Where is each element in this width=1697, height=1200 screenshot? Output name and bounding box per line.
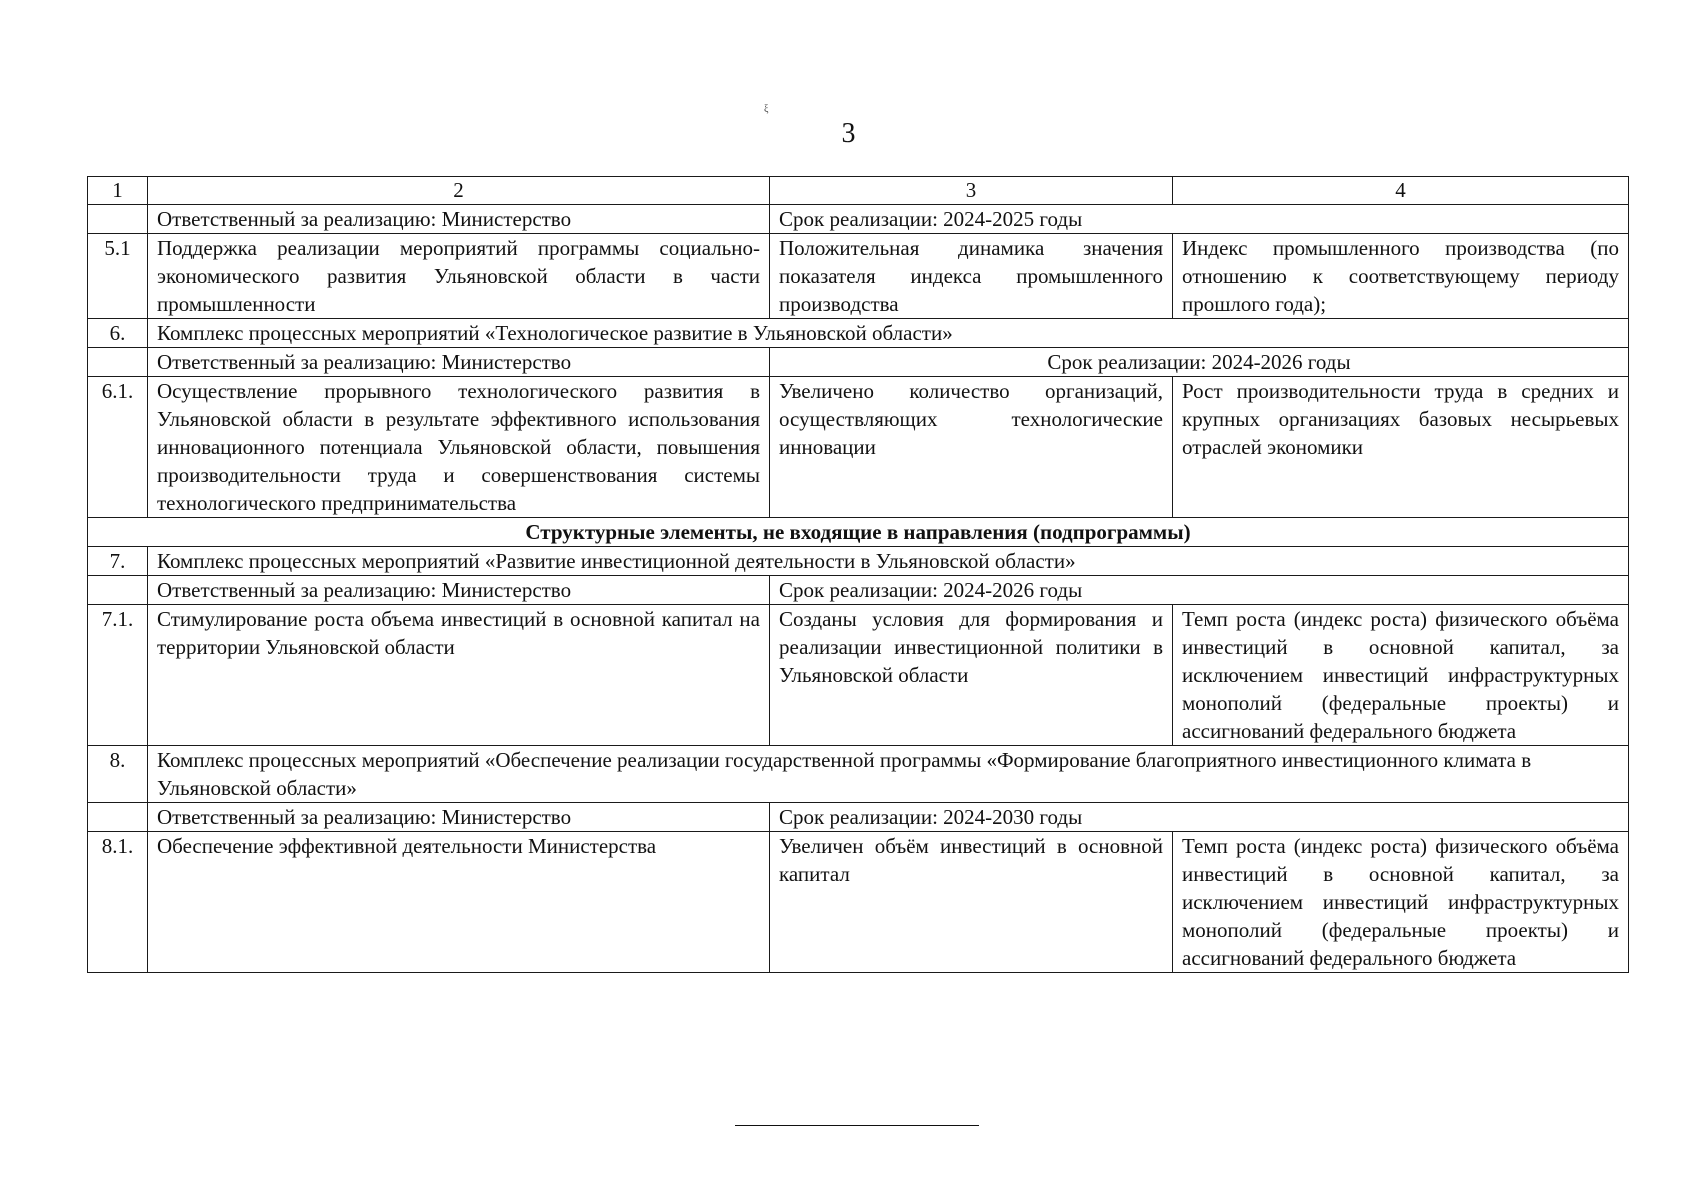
complex-title-cell: Комплекс процессных мероприятий «Обеспечение реализации государственной программы «Формирование благоприятного инвестиционного климата в Ульяновской области» <box>148 746 1629 803</box>
column-number: 2 <box>148 177 770 205</box>
indicator-cell: Темп роста (индекс роста) физического объёма инвестиций в основной капитал, за исключением инвестиций инфраструктурных монополий (федеральные проекты) и ассигнований федерального бюджета <box>1173 605 1629 746</box>
measure-name-cell: Осуществление прорывного технологического развития в Ульяновской области в результате эффективного использования инновационного потенциала Ульяновской области, повышения производительности труда и совершенствования системы технологического предпринимательства <box>148 377 770 518</box>
row-number-cell: 7.1. <box>88 605 148 746</box>
table-row <box>88 746 1629 803</box>
section-header: Структурные элементы, не входящие в направления (подпрограммы) <box>88 518 1629 547</box>
header-mark: ξ <box>764 104 769 115</box>
measure-name-cell: Стимулирование роста объема инвестиций в основной капитал на территории Ульяновской области <box>148 605 770 746</box>
indicator-cell: Темп роста (индекс роста) физического объёма инвестиций в основной капитал, за исключением инвестиций инфраструктурных монополий (федеральные проекты) и ассигнований федерального бюджета <box>1173 832 1629 973</box>
program-table <box>87 176 1629 973</box>
column-number: 1 <box>88 177 148 205</box>
row-number-cell: 8.1. <box>88 832 148 973</box>
row-number-cell: 7. <box>88 547 148 576</box>
end-separator-line <box>735 1125 979 1126</box>
table-row <box>88 832 1629 973</box>
table-row <box>88 547 1629 576</box>
table-row <box>88 205 1629 234</box>
table-row <box>88 377 1629 518</box>
result-cell: Увеличен объём инвестиций в основной капитал <box>770 832 1173 973</box>
row-number-cell <box>88 576 148 605</box>
complex-title-cell: Комплекс процессных мероприятий «Технологическое развитие в Ульяновской области» <box>148 319 1629 348</box>
column-number: 4 <box>1173 177 1629 205</box>
table-row <box>88 576 1629 605</box>
row-number-cell: 6.1. <box>88 377 148 518</box>
column-number-row <box>88 177 1629 205</box>
row-number-cell <box>88 348 148 377</box>
responsible-cell: Ответственный за реализацию: Министерство <box>148 205 770 234</box>
complex-title-cell: Комплекс процессных мероприятий «Развитие инвестиционной деятельности в Ульяновской области» <box>148 547 1629 576</box>
result-cell: Созданы условия для формирования и реализации инвестиционной политики в Ульяновской области <box>770 605 1173 746</box>
indicator-cell: Индекс промышленного производства (по отношению к соответствующему периоду прошлого года); <box>1173 234 1629 319</box>
page-number: 3 <box>841 118 856 149</box>
table-row <box>88 803 1629 832</box>
term-cell: Срок реализации: 2024-2026 годы <box>770 348 1629 377</box>
section-header-row <box>88 518 1629 547</box>
result-cell: Положительная динамика значения показателя индекса промышленного производства <box>770 234 1173 319</box>
indicator-cell: Рост производительности труда в средних и крупных организациях базовых несырьевых отраслей экономики <box>1173 377 1629 518</box>
row-number-cell: 5.1 <box>88 234 148 319</box>
row-number-cell: 8. <box>88 746 148 803</box>
table-row <box>88 319 1629 348</box>
measure-name-cell: Поддержка реализации мероприятий программы социально-экономического развития Ульяновской области в части промышленности <box>148 234 770 319</box>
row-number-cell <box>88 205 148 234</box>
column-number: 3 <box>770 177 1173 205</box>
table-row <box>88 605 1629 746</box>
responsible-cell: Ответственный за реализацию: Министерство <box>148 576 770 605</box>
table-row <box>88 348 1629 377</box>
row-number-cell <box>88 803 148 832</box>
measure-name-cell: Обеспечение эффективной деятельности Министерства <box>148 832 770 973</box>
responsible-cell: Ответственный за реализацию: Министерство <box>148 348 770 377</box>
result-cell: Увеличено количество организаций, осуществляющих технологические инновации <box>770 377 1173 518</box>
term-cell: Срок реализации: 2024-2025 годы <box>770 205 1629 234</box>
row-number-cell: 6. <box>88 319 148 348</box>
term-cell: Срок реализации: 2024-2026 годы <box>770 576 1629 605</box>
term-cell: Срок реализации: 2024-2030 годы <box>770 803 1629 832</box>
responsible-cell: Ответственный за реализацию: Министерство <box>148 803 770 832</box>
table-row <box>88 234 1629 319</box>
